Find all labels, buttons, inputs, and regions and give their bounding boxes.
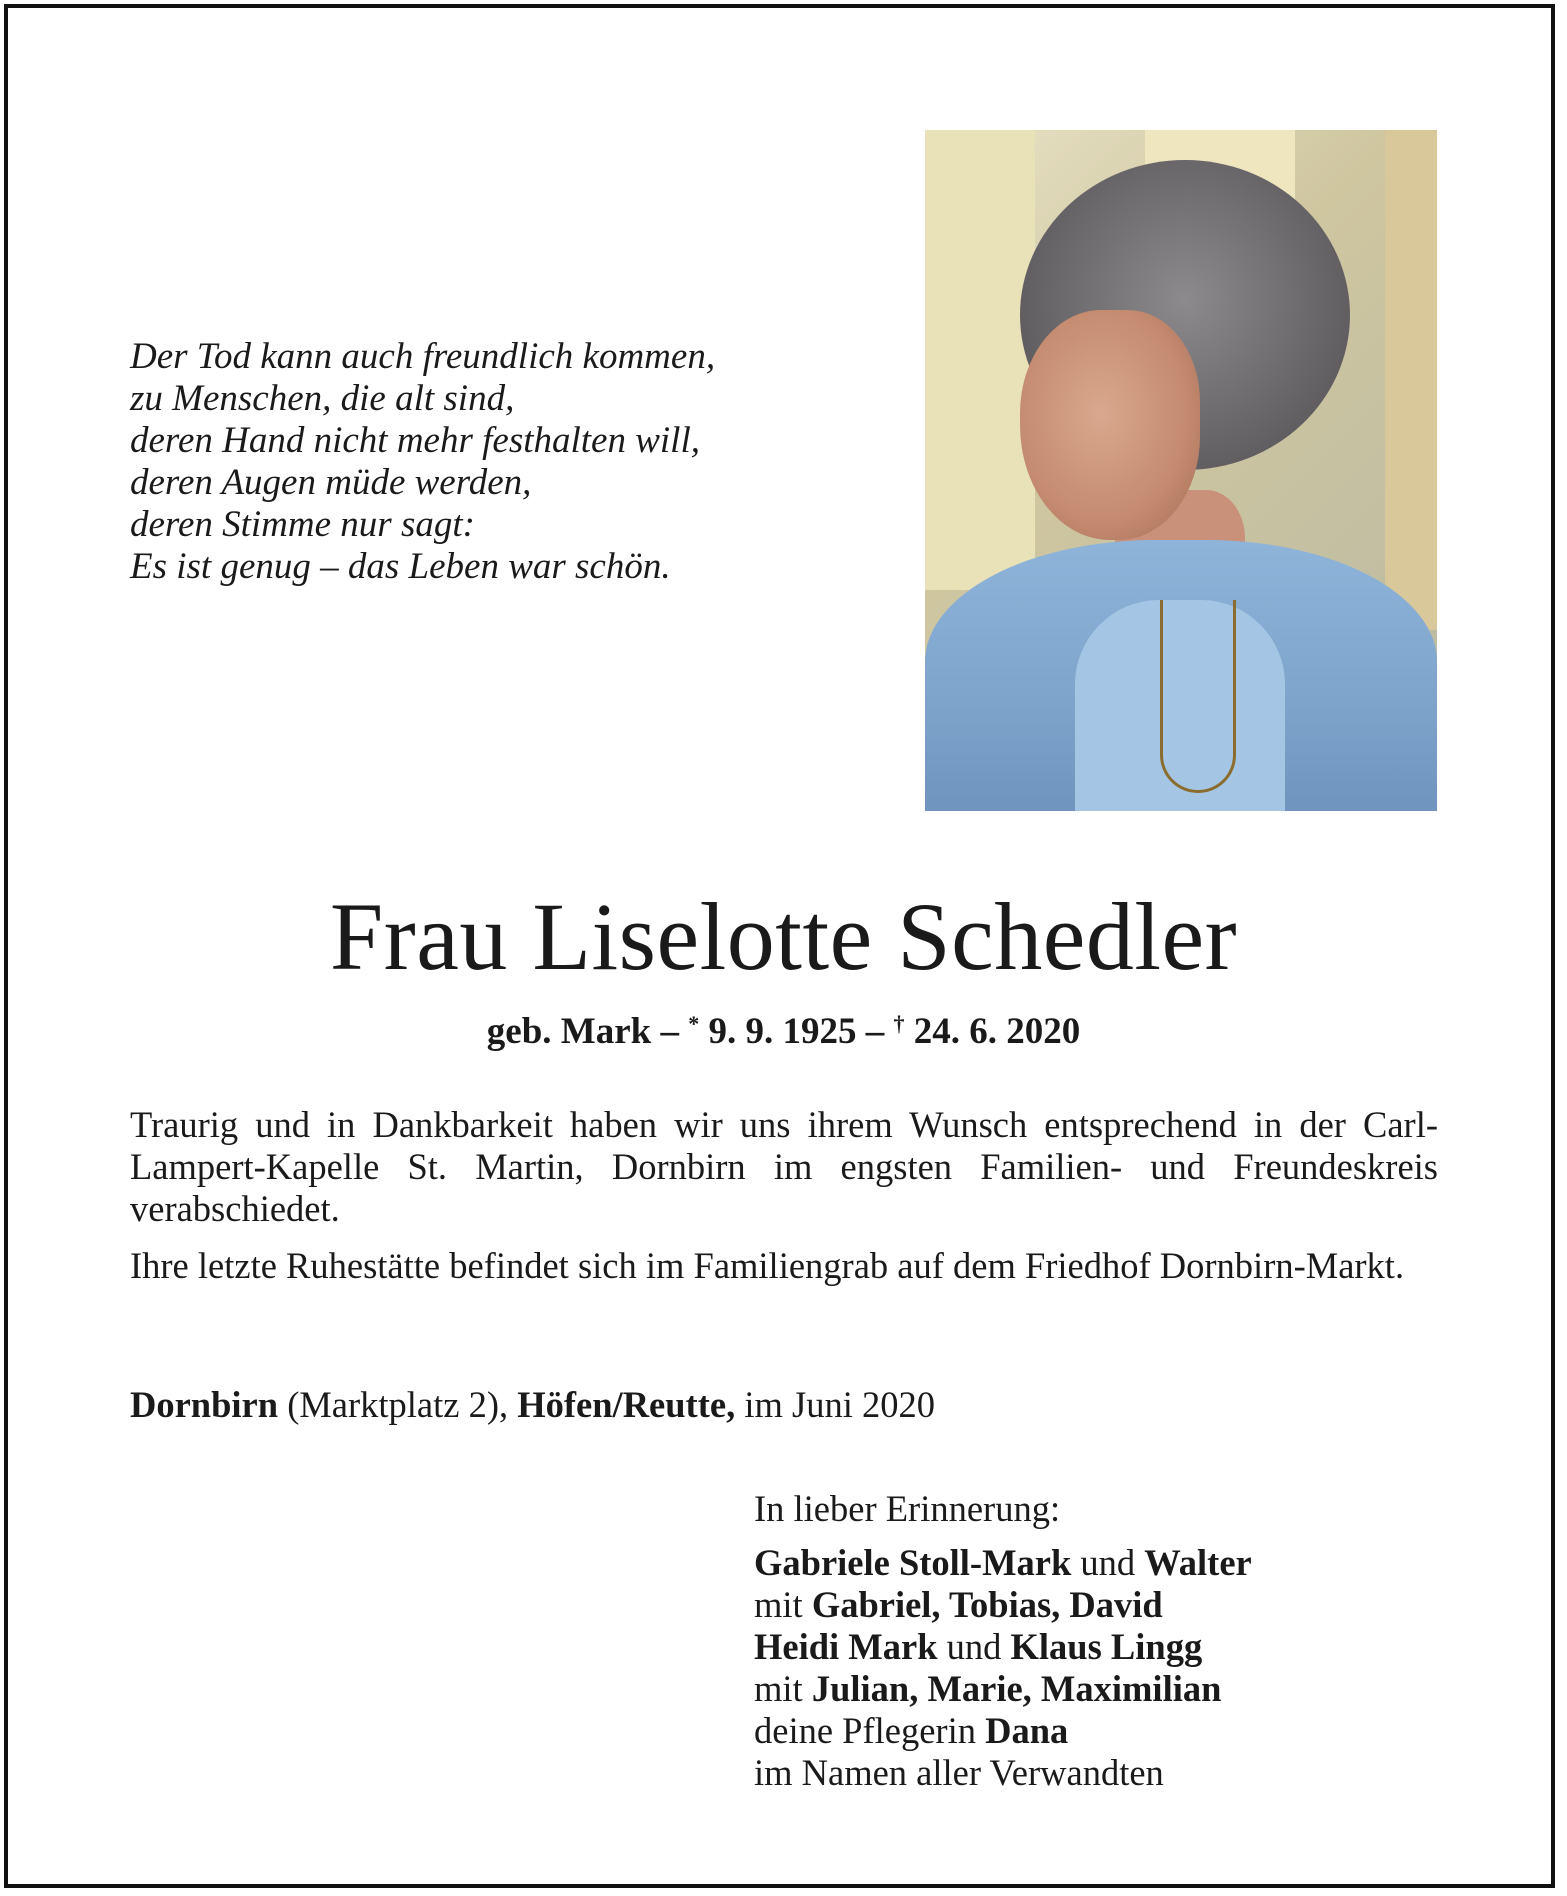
poem-line: Der Tod kann auch freundlich kommen,	[130, 336, 716, 377]
place-and-date	[130, 1383, 935, 1427]
poem-line: deren Augen müde werden,	[130, 462, 532, 503]
resting-place-paragraph: Ihre letzte Ruhestätte befindet sich im Familiengrab auf dem Friedhof Dornbirn-Markt.	[130, 1245, 1405, 1286]
address: (Marktplatz 2),	[278, 1384, 518, 1425]
conjunction: deine Pflegerin	[754, 1710, 986, 1751]
month-year: im Juni 2020	[735, 1384, 935, 1425]
mourner-name: Dana	[985, 1710, 1069, 1751]
mourner-line: im Namen aller Verwandten	[754, 1752, 1164, 1793]
conjunction: und	[937, 1626, 1011, 1667]
city-dornbirn: Dornbirn	[130, 1384, 279, 1425]
city-hoefen: Höfen/Reutte,	[517, 1384, 736, 1425]
mourner-line	[754, 1710, 1252, 1752]
mourner-name: Walter	[1144, 1542, 1252, 1583]
mourner-name: Heidi Mark	[754, 1626, 938, 1667]
mourner-name: Gabriel, Tobias, David	[811, 1584, 1163, 1625]
poem-line: zu Menschen, die alt sind,	[130, 378, 515, 419]
birth-symbol: *	[688, 1011, 700, 1036]
maiden-name: geb. Mark –	[486, 1011, 689, 1052]
poem-line: deren Hand nicht mehr festhalten will,	[130, 420, 700, 461]
mourner-name: Gabriele Stoll-Mark	[754, 1542, 1072, 1583]
mourner-line	[754, 1542, 1252, 1584]
mourners-intro: In lieber Erinnerung:	[754, 1488, 1061, 1529]
life-dates	[0, 1002, 1567, 1054]
deceased-name: Frau Liselotte Schedler	[329, 883, 1238, 990]
mourner-line	[754, 1584, 1252, 1626]
conjunction: mit	[754, 1584, 812, 1625]
death-date: 24. 6. 2020	[904, 1011, 1081, 1052]
mourner-line	[754, 1626, 1252, 1668]
conjunction: und	[1071, 1542, 1145, 1583]
poem-line: deren Stimme nur sagt:	[130, 504, 475, 545]
farewell-paragraph: Traurig und in Dankbarkeit haben wir uns ihrem Wunsch entsprechend in der Carl-Lampert-Kapelle St. Martin, Dornbirn im engsten Familien- und Freundeskreis verabschiedet.	[130, 1104, 1438, 1229]
poem	[130, 336, 810, 588]
mourner-line	[754, 1668, 1252, 1710]
portrait-photo	[925, 130, 1437, 811]
death-symbol: †	[893, 1011, 905, 1036]
necklace-shape	[1160, 600, 1236, 793]
window-background	[925, 130, 1035, 590]
poem-line: Es ist genug – das Leben war schön.	[130, 546, 671, 587]
conjunction: mit	[754, 1668, 812, 1709]
mourner-name: Julian, Marie, Maximilian	[811, 1668, 1222, 1709]
mourner-name: Klaus Lingg	[1010, 1626, 1203, 1667]
birth-date: 9. 9. 1925 –	[699, 1011, 894, 1052]
face-shape	[1020, 310, 1200, 540]
window-background	[1385, 130, 1437, 630]
mourners-list	[754, 1488, 1252, 1794]
